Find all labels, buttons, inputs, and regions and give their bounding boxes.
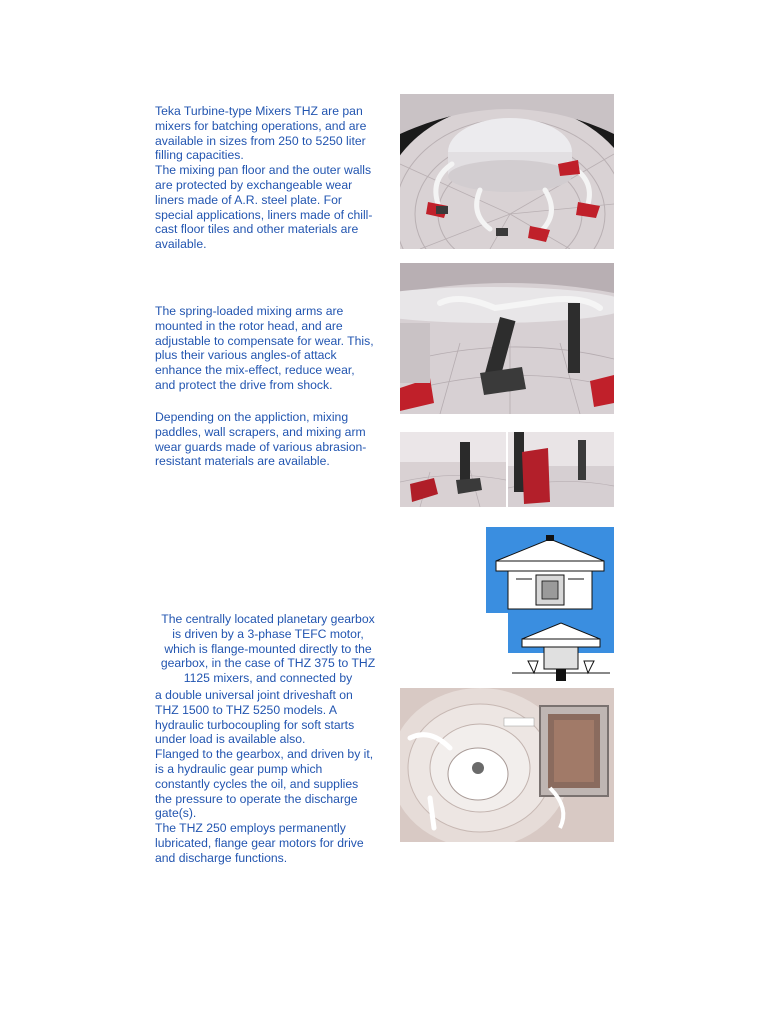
text-line: Depending on the appliction, mixing [155,410,349,424]
text-line: liners made of A.R. steel plate. For [155,192,342,207]
text-line: lubricated, flange gear motors for drive [155,835,364,850]
paragraph-gearbox [155,688,373,866]
paragraph-gearbox-centered [155,612,381,686]
text-line: 1125 mixers, and connected by [183,671,353,686]
text-line: special applications, liners made of chill- [155,207,373,222]
text-line: adjustable to compensate for wear. This, [155,333,374,348]
text-line: The mixing pan floor and the outer walls [155,163,372,178]
paragraph-intro [155,104,372,252]
text-line: The THZ 250 employs permanently [155,821,346,836]
text-line: mixers for batching operations, and are [155,118,367,133]
text-line: available in sizes from 250 to 5250 liter [155,133,366,148]
text-line: Teka Turbine-type Mixers THZ are pan [155,104,363,118]
text-line: which is flange-mounted directly to the [164,641,372,656]
text-line: paddles, wall scrapers, and mixing arm [155,424,366,439]
text-line: is a hydraulic gear pump which [155,761,323,776]
text-line: and protect the drive from shock. [155,377,333,392]
mixing-arms-photo [400,263,614,414]
text-line: gate(s). [155,806,197,821]
mixer-diagram-bottom [508,613,614,685]
text-line: resistant materials are available. [155,454,330,469]
mixer-pan-photo [400,94,614,249]
text-line: cast floor tiles and other materials are [155,222,359,237]
text-line: THZ 1500 to THZ 5250 models. A [155,702,337,717]
text-line: The centrally located planetary gearbox [161,612,375,626]
paddle-photo-left [400,432,506,507]
text-line: wear guards made of various abrasion- [155,439,367,454]
gearbox-diagram-top [486,527,614,613]
text-line: a double universal joint driveshaft on [155,688,353,702]
text-line: the pressure to operate the discharge [155,791,358,806]
text-line: Flanged to the gearbox, and driven by it, [155,747,374,762]
paddle-photo-right [508,432,614,507]
text-line: and discharge functions. [155,850,288,865]
gearbox-interior-photo [400,688,614,842]
text-line: under load is available also. [155,732,306,747]
text-line: mounted in the rotor head, and are [155,318,343,333]
text-line: available. [155,237,207,252]
text-line: filling capacities. [155,148,244,163]
text-line: enhance the mix-effect, reduce wear, [155,363,355,378]
text-line: hydraulic turbocoupling for soft starts [155,717,355,732]
text-line: is driven by a 3-phase TEFC motor, [172,626,364,641]
text-line: The spring-loaded mixing arms are [155,304,344,318]
paragraph-materials [155,410,366,469]
text-line: plus their various angles-of attack [155,348,337,363]
text-line: gearbox, in the case of THZ 375 to THZ [160,656,376,671]
text-line: are protected by exchangeable wear [155,177,353,192]
text-line: constantly cycles the oil, and supplies [155,776,359,791]
paragraph-mixing-arms [155,304,374,393]
